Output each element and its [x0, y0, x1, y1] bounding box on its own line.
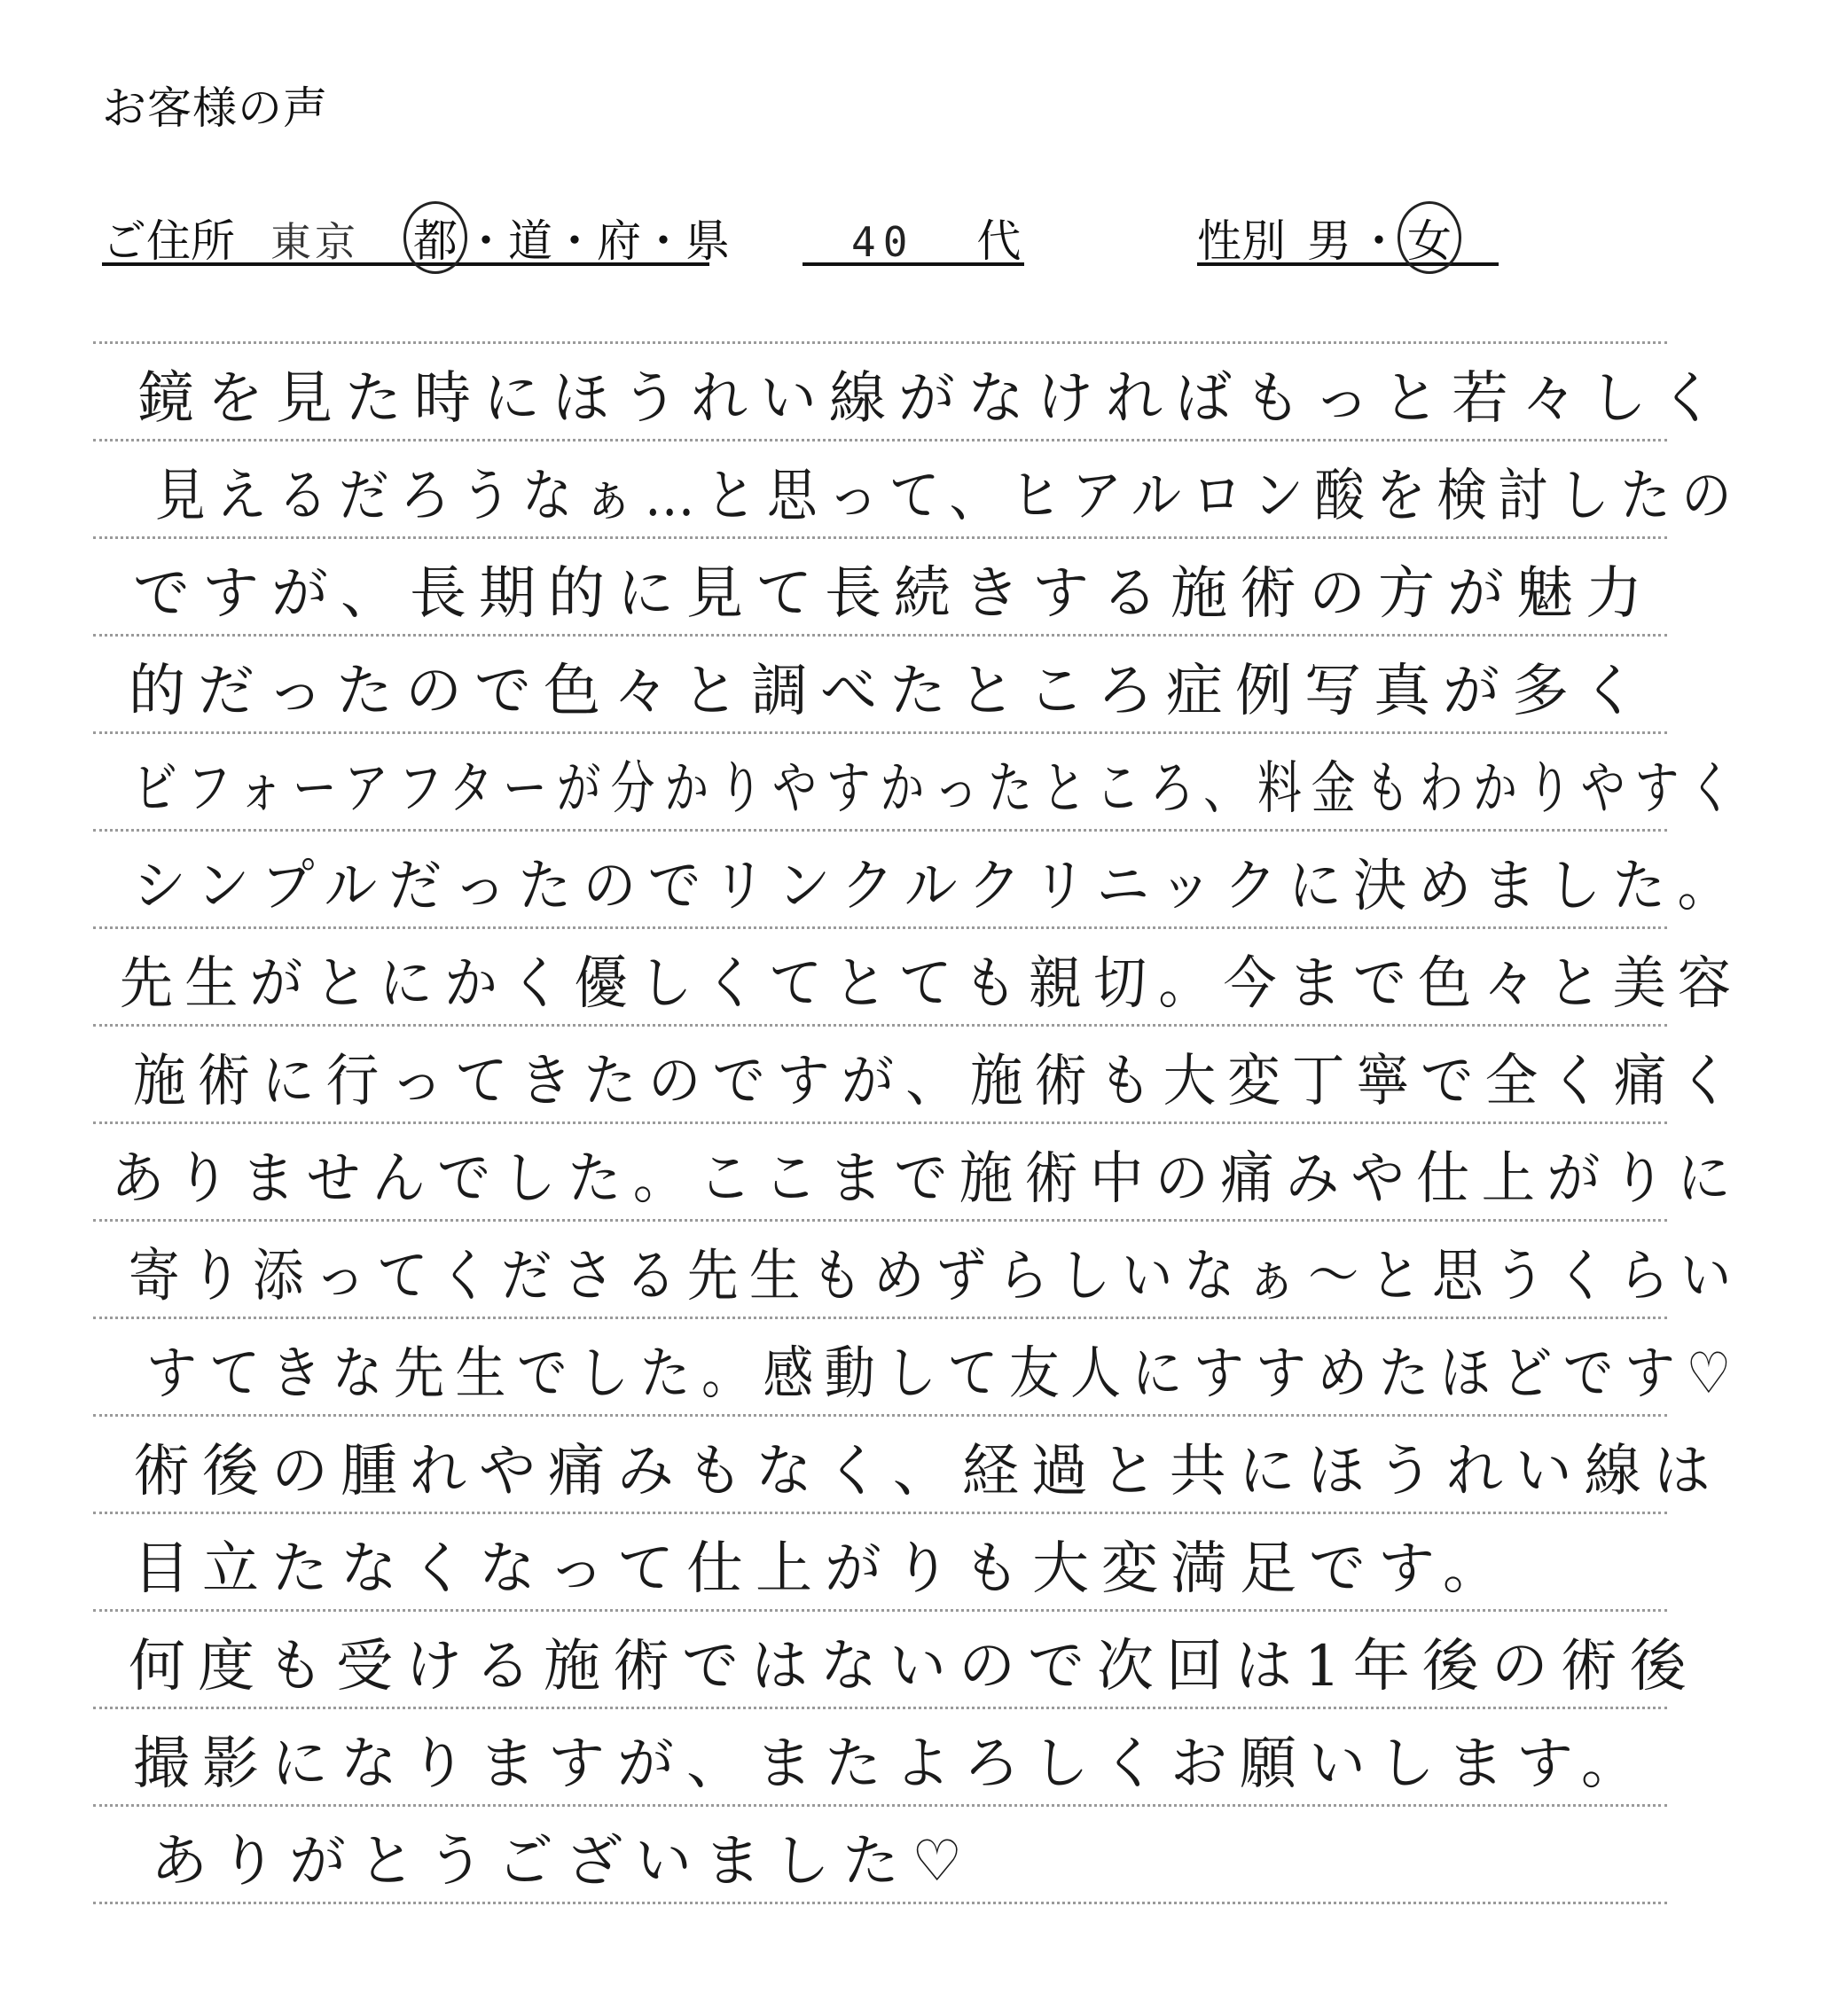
- handwritten-line: 何度も受ける施術ではないので次回は1年後の術後: [129, 1634, 1699, 1700]
- handwritten-line: 術後の腫れや痛みもなく、経過と共にほうれい線は: [133, 1439, 1723, 1504]
- handwritten-line: ですが、長期的に見て長続きする施術の方が魅力: [133, 561, 1655, 627]
- handwritten-line: 施術に行ってきたのですが、施術も大変丁寧で全く痛く: [133, 1049, 1743, 1114]
- handwritten-line: 撮影になりますが、またよろしくお願いします。: [133, 1731, 1650, 1797]
- gender-female-circled: 女: [1398, 201, 1461, 274]
- gender-label: 性別: [1197, 215, 1286, 267]
- handwritten-line: 的だったので色々と調べたところ症例写真が多く: [129, 659, 1650, 724]
- age-value: 40: [851, 218, 915, 266]
- age-field: [803, 206, 1024, 266]
- address-value: 東京: [270, 218, 359, 266]
- handwritten-line: 鏡を見た時にほうれい線がなければもっと若々しく: [137, 366, 1728, 432]
- gender-field: [1197, 206, 1499, 266]
- handwritten-line: ありませんでした。ここまで施術中の痛みや仕上がりに: [111, 1146, 1743, 1212]
- handwritten-line: 先生がとにかく優しくてとても親切。今まで色々と美容: [120, 951, 1743, 1017]
- age-unit: 代: [976, 215, 1022, 267]
- handwritten-line: ビフォーアフターが分かりやすかったところ、料金もわかりやすく: [133, 756, 1743, 822]
- handwritten-line: シンプルだったのでリンクルクリニックに決めました。: [133, 854, 1742, 919]
- handwritten-line: すてきな先生でした。感動して友人にすすめたほどです♡: [146, 1341, 1742, 1407]
- address-field: [102, 206, 730, 267]
- gender-separator: ・: [1357, 215, 1401, 267]
- handwritten-line: 寄り添ってくださる先生もめずらしいなぁ～と思うくらい: [129, 1244, 1742, 1309]
- gender-male-option: 男: [1307, 215, 1351, 267]
- form-title: お客様の声: [102, 82, 328, 134]
- prefecture-options: ・道・府・県: [464, 215, 730, 267]
- handwritten-line: 見えるだろうなぁ…と思って、ヒアルロン酸を検討したの: [155, 464, 1743, 529]
- address-label: ご住所: [102, 215, 235, 267]
- ruled-line: [93, 341, 1667, 344]
- prefecture-to-circled: 都: [403, 201, 467, 274]
- handwritten-line: 目立たなくなって仕上がりも大変満足です。: [133, 1536, 1512, 1602]
- handwritten-line: ありがとうございました♡: [151, 1829, 975, 1895]
